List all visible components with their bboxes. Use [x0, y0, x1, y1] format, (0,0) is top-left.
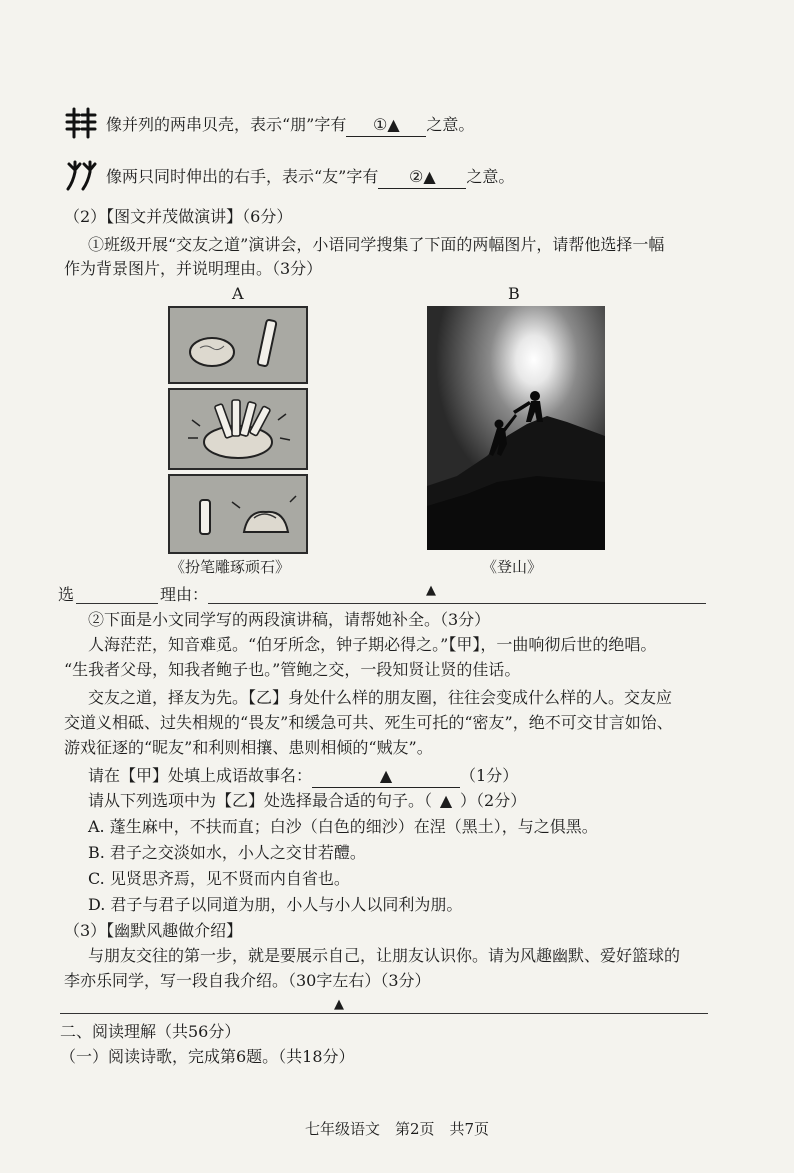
fill-jia-text: 请在【甲】处填上成语故事名： [88, 766, 313, 785]
fill-yi-mark: ▲ [439, 791, 453, 810]
blank-2-mark: ②▲ [409, 167, 436, 186]
speech-p1-line-a: 人海茫茫，知音难觅。“伯牙所念，钟子期必得之。”【甲】，一曲响彻后世的绝唱。 [88, 635, 657, 654]
blank-1[interactable] [346, 114, 426, 137]
image-b-caption: 《登山》 [482, 558, 543, 576]
page-footer: 七年级语文 第2页 共7页 [304, 1120, 490, 1138]
image-a-label: A [232, 284, 244, 303]
glyph-line-1-text: 像并列的两串贝壳，表示“朋”字有 [106, 115, 347, 134]
question-3-mark: ▲ [334, 997, 344, 1012]
option-c: C. 见贤思齐焉，见不贤而内自省也。 [88, 869, 350, 888]
speech-p2-line-b: 交道义相砥、过失相规的“畏友”和缓急可共、死生可托的“密友”，绝不可交甘言如饴、 [64, 713, 673, 732]
question-3-line-b: 李亦乐同学，写一段自我介绍。（30字左右）（3分） [64, 971, 431, 990]
fill-yi-text: 请从下列选项中为【乙】处选择最合适的句子。（ [88, 791, 433, 810]
option-d: D. 君子与君子以同道为朋，小人与小人以同利为朋。 [88, 895, 463, 914]
glyph-line-2-tail: 之意。 [466, 167, 515, 186]
image-a-panel-1 [168, 306, 308, 384]
glyph-line-2-text: 像两只同时伸出的右手，表示“友”字有 [106, 167, 379, 186]
fill-yi-answer[interactable] [432, 790, 460, 812]
option-b: B. 君子之交淡如水，小人之交甘若醴。 [88, 843, 366, 862]
question-3-title: （3）【幽默风趣做介绍】 [64, 921, 243, 940]
speech-p2-line-c: 游戏征逐的“昵友”和利则相攘、患则相倾的“贼友”。 [64, 738, 433, 757]
select-label: 选 [58, 585, 75, 604]
image-a-caption: 《扮笔雕琢顽石》 [170, 558, 291, 576]
speech-p1-line-b: “生我者父母，知我者鲍子也。”管鲍之交，一段知贤让贤的佳话。 [64, 660, 521, 679]
friend-shell-glyph-icon [64, 106, 98, 140]
glyph-line-1 [106, 114, 474, 137]
question-2-2: ②下面是小文同学写的两段演讲稿，请帮她补全。（3分） [88, 610, 491, 629]
reason-mark: ▲ [426, 583, 436, 598]
reason-label: 理由： [160, 585, 209, 604]
image-a-panel-3 [168, 474, 308, 554]
chalk-carving-rock-icon [170, 390, 306, 468]
question-2-title: （2）【图文并茂做演讲】（6分） [64, 207, 293, 226]
section-2-title: 二、阅读理解（共56分） [60, 1022, 241, 1041]
image-b-photo [427, 306, 605, 550]
fill-jia-mark: ▲ [379, 766, 393, 785]
fill-jia-score: （1分） [460, 766, 519, 785]
section-2-1-title: （一）阅读诗歌，完成第6题。（共18分） [60, 1047, 355, 1066]
blank-2[interactable] [378, 166, 466, 189]
worn-chalk-carved-rock-icon [170, 476, 306, 552]
fill-yi-tail: ）（2分） [460, 791, 527, 810]
reason-answer-line[interactable] [208, 603, 706, 604]
fill-jia-line [88, 765, 518, 788]
speech-p2-line-a: 交友之道，择友为先。【乙】身处什么样的朋友圈，往往会变成什么样的人。交友应 [88, 688, 673, 707]
select-answer-line[interactable] [76, 603, 158, 604]
rock-and-chalk-icon [170, 308, 306, 382]
question-3-answer-line[interactable] [60, 1013, 708, 1014]
glyph-line-2 [106, 166, 514, 189]
image-b-label: B [508, 284, 520, 303]
fill-jia-blank[interactable] [312, 765, 460, 788]
question-2-1-line-b: 作为背景图片，并说明理由。（3分） [64, 259, 323, 278]
blank-1-mark: ①▲ [373, 115, 400, 134]
image-a-panel-2 [168, 388, 308, 470]
question-3-line-a: 与朋友交往的第一步，就是要展示自己，让朋友认识你。请为风趣幽默、爱好篮球的 [88, 946, 681, 965]
option-a: A. 蓬生麻中，不扶而直；白沙（白色的细沙）在涅（黑土），与之俱黑。 [88, 817, 598, 836]
glyph-line-1-tail: 之意。 [426, 115, 475, 134]
mountain-climbers-icon [427, 306, 605, 550]
question-2-1-line-a: ①班级开展“交友之道”演讲会，小语同学搜集了下面的两幅图片，请帮他选择一幅 [88, 235, 665, 254]
fill-yi-line [88, 790, 526, 812]
two-hands-glyph-icon [64, 158, 98, 192]
